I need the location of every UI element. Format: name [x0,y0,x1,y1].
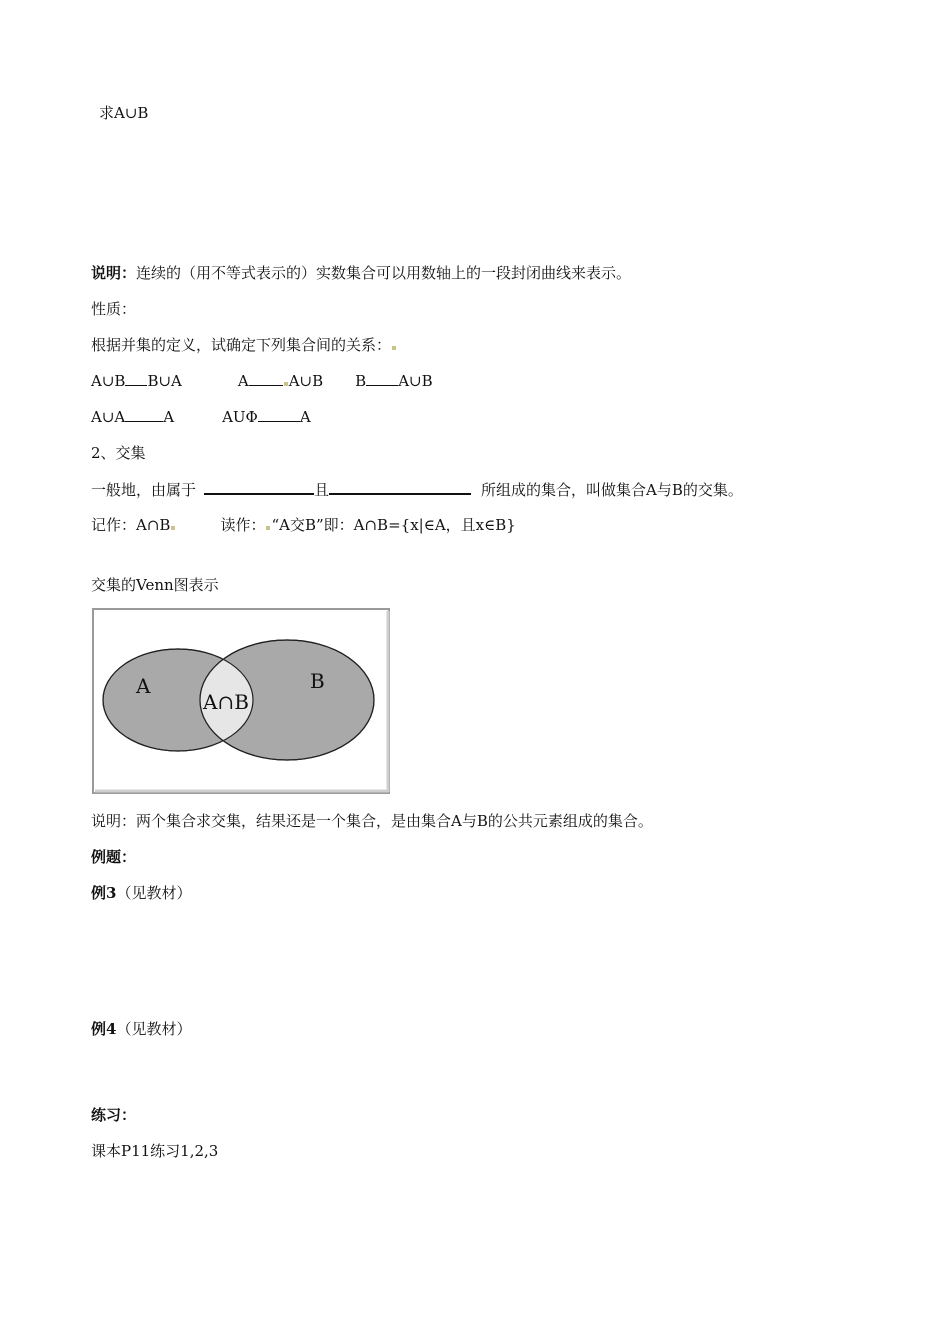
example-3: 例3（见教材） [91,884,192,902]
answer-blank[interactable] [249,371,283,386]
property-title: 性质： [91,300,137,318]
intersection-title: 2、交集 [91,444,146,462]
practice-text: 课本P11练习1,2,3 [91,1142,219,1160]
definition-blank-1[interactable] [204,479,314,495]
venn-label-ab: A∩B [203,690,249,714]
dot-mark [392,346,396,350]
dot-mark [284,382,288,386]
dot-mark [266,526,270,530]
venn-caption: 交集的Venn图表示 [91,576,219,594]
answer-blank[interactable] [366,371,398,386]
relations-row-2: A∪A A AUΦ A [91,408,311,426]
definition-blank-2[interactable] [329,479,471,495]
note-label: 说明： [91,264,137,282]
answer-blank[interactable] [125,371,147,386]
intersection-notation: 记作：A∩B 读作： “A交B”即：A∩B={x|∈A，且x∈B} [91,516,516,534]
property-intro: 根据并集的定义，试确定下列集合间的关系： [91,335,397,355]
venn-label-b: B [310,669,325,693]
note-continuous-sets [91,263,631,283]
example-4: 例4（见教材） [91,1020,192,1038]
answer-blank[interactable] [125,407,163,422]
relations-row-1: A∪B B∪A A A∪B B A∪B [91,372,433,390]
note-intersection: 说明：两个集合求交集，结果还是一个集合，是由集合A与B的公共元素组成的集合。 [91,812,653,830]
note-text: 连续的（用不等式表示的）实数集合可以用数轴上的一段封闭曲线来表示。 [136,264,632,282]
venn-label-a: A [136,674,151,698]
examples-title: 例题： [91,848,137,866]
practice-title: 练习： [91,1106,137,1124]
intersection-definition: 一般地，由属于 且 所组成的集合，叫做集合A与B的交集。 [91,481,743,499]
dot-mark [171,526,175,530]
answer-blank[interactable] [258,407,300,422]
venn-diagram [92,608,390,794]
find-union-text: 求A∪B [99,104,149,122]
